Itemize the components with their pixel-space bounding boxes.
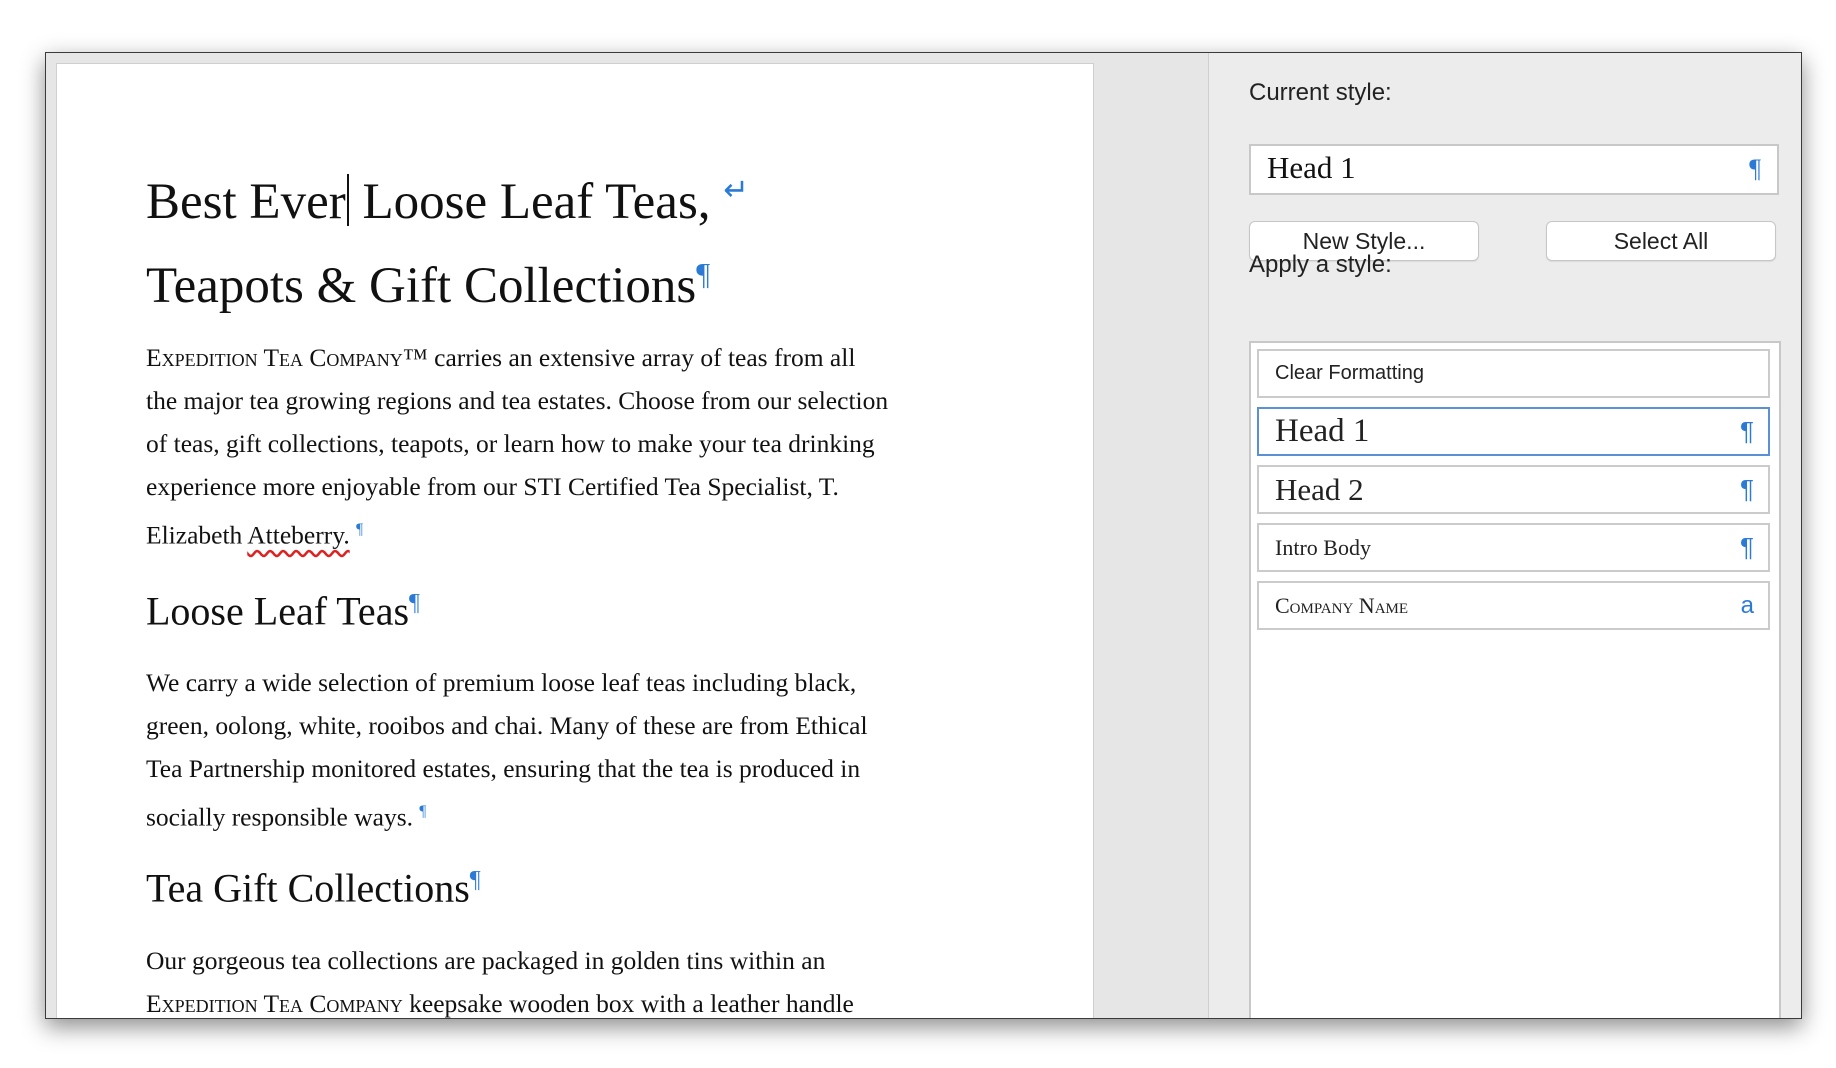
style-item-label: Head 2 [1275, 472, 1364, 507]
style-item-label: Clear Formatting [1275, 362, 1424, 384]
title-heading-line2[interactable] [146, 238, 1026, 322]
section2-line2: keepsake wooden box with a leather handle [402, 988, 854, 1018]
style-item-label: Intro Body [1275, 535, 1371, 560]
section1-line4: socially responsible ways. [146, 802, 413, 832]
intro-line1: carries an extensive array of teas from all [427, 343, 856, 372]
paragraph-style-icon: ¶ [1740, 474, 1754, 504]
new-style-button[interactable]: New Style... [1249, 221, 1479, 261]
section1-heading[interactable] [146, 575, 1026, 639]
company-name-text: Expedition Tea Company™ [146, 343, 428, 372]
styles-list[interactable] [1249, 341, 1781, 1019]
style-item-label: Head 1 [1275, 413, 1370, 449]
style-item-head-2[interactable] [1257, 465, 1770, 514]
text-cursor [347, 174, 349, 226]
current-style-label: Current style: [1249, 79, 1392, 106]
paragraph-mark-icon: ¶ [469, 867, 481, 894]
current-style-field[interactable] [1249, 144, 1779, 195]
intro-line5: Elizabeth [146, 520, 248, 550]
section2-heading[interactable] [146, 852, 1026, 916]
title-line2: Teapots & Gift Collections [146, 258, 697, 314]
style-item-label: Company Name [1275, 593, 1409, 618]
paragraph-mark-icon: ¶ [696, 257, 711, 291]
intro-paragraph[interactable] [146, 336, 1026, 557]
section1-paragraph[interactable] [146, 661, 1026, 839]
paragraph-style-icon: ¶ [1740, 416, 1754, 446]
section1-line2: green, oolong, white, rooibos and chai. Many of these are from Ethical [146, 710, 868, 740]
section1-line3: Tea Partnership monitored estates, ensuring that the tea is produced in [146, 753, 861, 783]
style-item-head-1[interactable] [1257, 407, 1770, 456]
paragraph-mark-icon: ¶ [409, 589, 420, 616]
paragraph-style-icon: ¶ [1749, 154, 1761, 183]
style-item-clear-formatting[interactable] [1257, 349, 1770, 398]
page-content[interactable] [146, 154, 1026, 1019]
misspelled-word[interactable]: Atteberry. [247, 520, 350, 550]
intro-line4: experience more enjoyable from our STI Certified Tea Specialist, T. [146, 472, 839, 501]
character-style-icon: a [1740, 592, 1754, 619]
document-page[interactable] [56, 63, 1094, 1019]
style-item-intro-body[interactable] [1257, 523, 1770, 572]
section1-heading-text: Loose Leaf Teas [146, 587, 410, 633]
document-area [46, 53, 1209, 1018]
section1-line1: We carry a wide selection of premium loose leaf teas including black, [146, 667, 857, 697]
section2-heading-text: Tea Gift Collections [146, 865, 470, 911]
section2-line1: Our gorgeous tea collections are packaged in golden tins within an [146, 945, 826, 975]
title-line1-a: Best Ever [146, 174, 346, 230]
current-style-value: Head 1 [1267, 150, 1356, 185]
style-pane [1209, 53, 1801, 1018]
paragraph-mark-icon: ¶ [419, 802, 427, 820]
select-all-button[interactable]: Select All [1546, 221, 1776, 261]
style-item-company-name[interactable] [1257, 581, 1770, 630]
section2-paragraph[interactable] [146, 939, 1026, 1019]
line-break-mark-icon: ↵ [723, 173, 749, 207]
intro-line2: the major tea growing regions and tea estates. Choose from our selection [146, 386, 889, 415]
paragraph-style-icon: ¶ [1740, 532, 1754, 562]
paragraph-mark-icon: ¶ [356, 521, 364, 538]
intro-line3: of teas, gift collections, teapots, or learn how to make your tea drinking [146, 429, 875, 458]
apply-style-label: Apply a style: [1249, 251, 1392, 278]
title-line1-b: Loose Leaf Teas, [349, 174, 711, 230]
company-name-text: Expedition Tea Company [146, 988, 403, 1018]
title-heading[interactable] [146, 154, 1026, 238]
word-window [45, 52, 1802, 1019]
